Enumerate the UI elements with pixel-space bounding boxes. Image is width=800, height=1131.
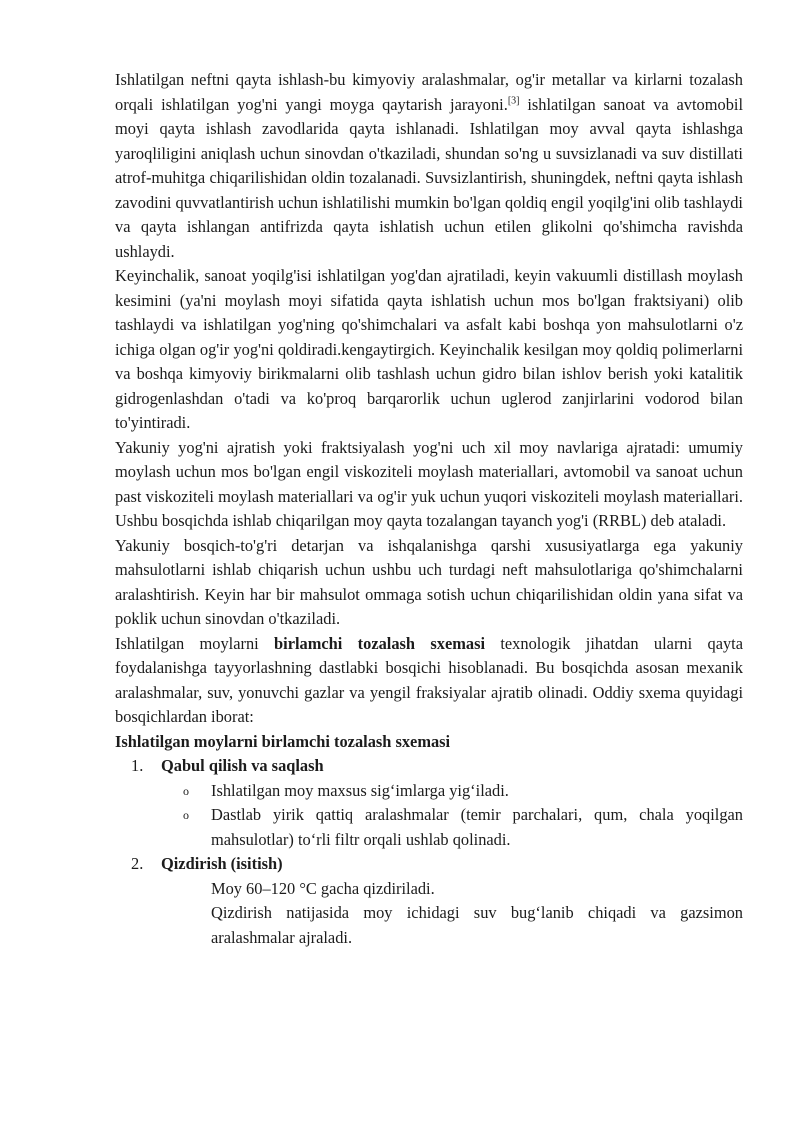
paragraph-5-bold-term: birlamchi tozalash sxemasi bbox=[274, 633, 486, 653]
list-item bbox=[183, 779, 743, 804]
paragraph-1-text-b: ishlatilgan sanoat va avtomobil moyi qayta ishlash zavodlarida qayta ishlanadi. Ishlatilgan moy avval qayta ishlashga yaroqliligini aniqlash uchun sinovdan o'tkaziladi, shundan so'ng u suvsizlanadi va suv distillati atrof-muhitga chiqarilishidan oldin tozalanadi. Suvsizlantirish, shuningdek, neftni qayta ishlash zavodini quvvatlantirish uchun ishlatilishi mumkin bo'lgan qoldiq engil yoqilg'ini olib tashlaydi va qayta ishlangan antifrizda qayta ishlatish uchun etilen glikolni qo'shimcha ravishda ushlaydi. bbox=[115, 94, 743, 261]
bullet-text: Ishlatilgan moy maxsus sig‘imlarga yig‘iladi. bbox=[211, 780, 509, 800]
paragraph-2: Keyinchalik, sanoat yoqilg'isi ishlatilgan yog'dan ajratiladi, keyin vakuumli distillash moylash kesimini (ya'ni moylash moyi sifatida qayta ishlatish uchun mos bo'lgan fraktsiyani) olib tashlaydi va ishlatilgan yog'ning qo'shimchalari va asfalt kabi boshqa yon mahsulotlarni o'z ichiga olgan og'ir yog'ni qoldiradi.kengaytirgich. Keyinchalik kesilgan moy qoldiq polimerlarni va boshqa kimyoviy birikmalarni olib tashlash uchun gidro bilan ishlov berish yoki katalitik gidrogenlashdan o'tadi va ko'proq barqarorlik uchun uglerod zanjirlarini vodorod bilan to'yintiradi. bbox=[115, 266, 743, 432]
step-2-line-2: Qizdirish natijasida moy ichidagi suv bug‘lanib chiqadi va gazsimon aralashmalar ajraladi. bbox=[211, 903, 743, 947]
paragraph-1 bbox=[115, 68, 743, 264]
citation-ref[interactable]: [3] bbox=[507, 95, 520, 107]
step-2-number: 2. bbox=[131, 854, 144, 873]
step-1 bbox=[131, 754, 743, 779]
step-2 bbox=[131, 852, 743, 877]
step-2-line-1: Moy 60–120 °C gacha qizdiriladi. bbox=[211, 878, 435, 898]
circle-bullet-icon: o bbox=[183, 783, 189, 798]
paragraph-3: Yakuniy yog'ni ajratish yoki fraktsiyalash yog'ni uch xil moy navlariga ajratadi: umumiy moylash uchun mos bo'lgan engil viskoziteli moylash materiallari, avtomobil va sanoat uchun past viskoziteli moylash materiallari va og'ir yuk uchun yuqori viskoziteli moylash materiallari. Ushbu bosqichda ishlab chiqarilgan moy qayta tozalangan tayanch yog'i (RRBL) deb ataladi. bbox=[115, 437, 743, 530]
paragraph-4: Yakuniy bosqich-to'g'ri detarjan va ishqalanishga qarshi xususiyatlarga ega yakuniy mahsulotlarni ishlab chiqarish uchun ushbu uch turdagi neft mahsulotlariga qo'shimchalarni aralashtirish. Keyin har bir mahsulot ommaga sotish uchun chiqarilishidan oldin yana sifat va poklik uchun sinovdan o'tkaziladi. bbox=[115, 535, 743, 628]
step-2-title: Qizdirish (isitish) bbox=[161, 854, 283, 873]
document-page bbox=[115, 68, 743, 950]
paragraph-5-text-a: Ishlatilgan moylarni bbox=[115, 633, 275, 653]
bullet-text: Dastlab yirik qattiq aralashmalar (temir parchalari, qum, chala yoqilgan mahsulotlar) to‘rli filtr orqali ushlab qolinadi. bbox=[211, 805, 743, 849]
circle-bullet-icon: o bbox=[183, 808, 189, 822]
section-heading: Ishlatilgan moylarni birlamchi tozalash sxemasi bbox=[115, 731, 451, 751]
step-1-number: 1. bbox=[131, 756, 144, 775]
step-1-title: Qabul qilish va saqlash bbox=[161, 756, 324, 775]
step-2-lines bbox=[211, 877, 743, 951]
step-1-bullets bbox=[183, 779, 743, 853]
list-item bbox=[183, 803, 743, 852]
paragraph-5 bbox=[115, 632, 743, 730]
paragraph-5-text-b: texnologik jihatdan ularni qayta foydalanishga tayyorlashning dastlabki bosqichi hisoblanadi. Bu bosqichda asosan mexanik aralashmalar, suv, yonuvchi gazlar va yengil fraksiyalar ajratib olinadi. Oddiy sxema quyidagi bosqichlardan iborat: bbox=[115, 633, 743, 726]
paragraph-1-text-a: Ishlatilgan neftni qayta ishlash-bu kimyoviy aralashmalar, og'ir metallar va kirlarni tozalash orqali ishlatilgan yog'ni yangi moyga qaytarish jarayoni. bbox=[115, 70, 743, 114]
